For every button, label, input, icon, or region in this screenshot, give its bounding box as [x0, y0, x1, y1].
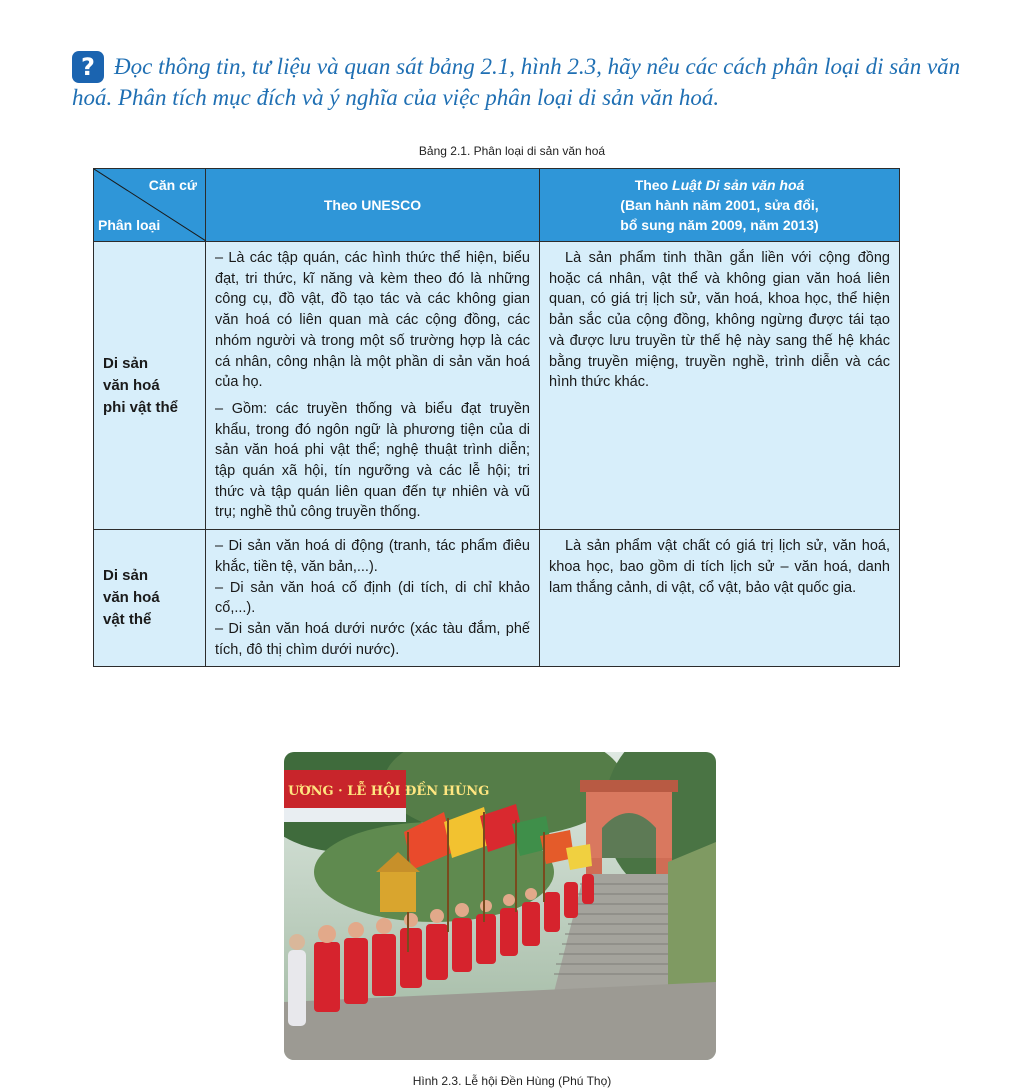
figure-caption: Hình 2.3. Lễ hội Đền Hùng (Phú Thọ) — [412, 1074, 612, 1088]
column-header-law — [540, 169, 900, 242]
unesco-definition: – Là các tập quán, các hình thức thể hiện, biểu đạt, tri thức, kĩ năng và kèm theo đó là những công cụ, đồ vật, đồ tạo tác và các không gian văn hoá có liên quan mà các cộng đồng, các nhóm người và trong một số trường hợp là các cá nhân, công nhận là một phần di sản văn hoá của họ. — [215, 250, 530, 391]
law-header-line2: (Ban hành năm 2001, sửa đổi, — [620, 197, 819, 213]
row-heading-line: phi vật thể — [103, 398, 179, 416]
cell-law-tangible — [540, 530, 900, 667]
row-heading-line: Di sản — [103, 354, 149, 372]
row-heading-line: Di sản — [103, 567, 149, 585]
table-row-intangible — [94, 242, 900, 530]
question-mark-icon: ? — [72, 51, 104, 83]
table-row-tangible — [94, 530, 900, 667]
cell-unesco-intangible — [206, 242, 540, 530]
unesco-components: – Gồm: các truyền thống và biểu đạt truyền khẩu, trong đó ngôn ngữ là phương tiện của di sản văn hoá phi vật thể; nghệ thuật trình diễn; tập quán xã hội, tín ngưỡng và các lễ hội; tri thức và tập quán liên quan đến tự nhiên và vũ trụ; nghề thủ công truyền thống. — [215, 400, 530, 521]
cell-law-intangible — [540, 242, 900, 530]
unesco-item: – Di sản văn hoá dưới nước (xác tàu đắm, phế tích, đô thị chìm dưới nước). — [215, 620, 530, 658]
unesco-item: – Di sản văn hoá cố định (di tích, di chỉ khảo cổ,...). — [215, 579, 530, 617]
law-definition: Là sản phẩm tinh thần gắn liền với cộng đồng hoặc cá nhân, vật thể và không gian văn hoá liên quan, có giá trị lịch sử, văn hoá, khoa học, thể hiện bản sắc của cộng đồng, không ngừng được tái tạo và được lưu truyền từ thế hệ này sang thế hệ khác bằng truyền miệng, truyền nghề, trình diễn và các hình thức khác. — [549, 250, 890, 391]
cell-unesco-tangible — [206, 530, 540, 667]
row-heading-intangible — [94, 242, 206, 530]
row-heading-tangible — [94, 530, 206, 667]
table-caption: Bảng 2.1. Phân loại di sản văn hoá — [418, 144, 606, 158]
row-heading-line: văn hoá — [103, 589, 160, 607]
law-header-prefix: Theo — [634, 177, 673, 193]
row-heading-line: vật thể — [103, 611, 152, 629]
law-header-title: Luật Di sản văn hoá — [672, 177, 805, 193]
table-corner-header — [94, 169, 206, 242]
law-header-line3: bổ sung năm 2009, năm 2013) — [620, 217, 819, 233]
hung-temple-festival-photo — [284, 752, 716, 1060]
corner-label-classification: Phân loại — [98, 217, 161, 233]
unesco-item: – Di sản văn hoá di động (tranh, tác phẩm điêu khắc, tiền tệ, văn bản,...). — [215, 538, 530, 575]
festival-banner-text: ƯƠNG · LỄ HỘI ĐỀN HÙNG — [288, 784, 490, 799]
law-definition: Là sản phẩm vật chất có giá trị lịch sử, văn hoá, khoa học, bao gồm di tích lịch sử – văn hoá, danh lam thắng cảnh, di vật, cổ vật, bảo vật quốc gia. — [549, 538, 890, 596]
corner-label-basis: Căn cứ — [148, 177, 197, 193]
question-text: Đọc thông tin, tư liệu và quan sát bảng 2.1, hình 2.3, hãy nêu các cách phân loại di sản văn hoá. Phân tích mục đích và ý nghĩa của việc phân loại di sản văn hoá. — [72, 54, 961, 110]
heritage-classification-table — [93, 168, 900, 667]
column-header-unesco: Theo UNESCO — [206, 169, 540, 242]
question-prompt — [72, 52, 972, 113]
festival-illustration — [284, 752, 716, 1060]
row-heading-line: văn hoá — [103, 376, 160, 394]
